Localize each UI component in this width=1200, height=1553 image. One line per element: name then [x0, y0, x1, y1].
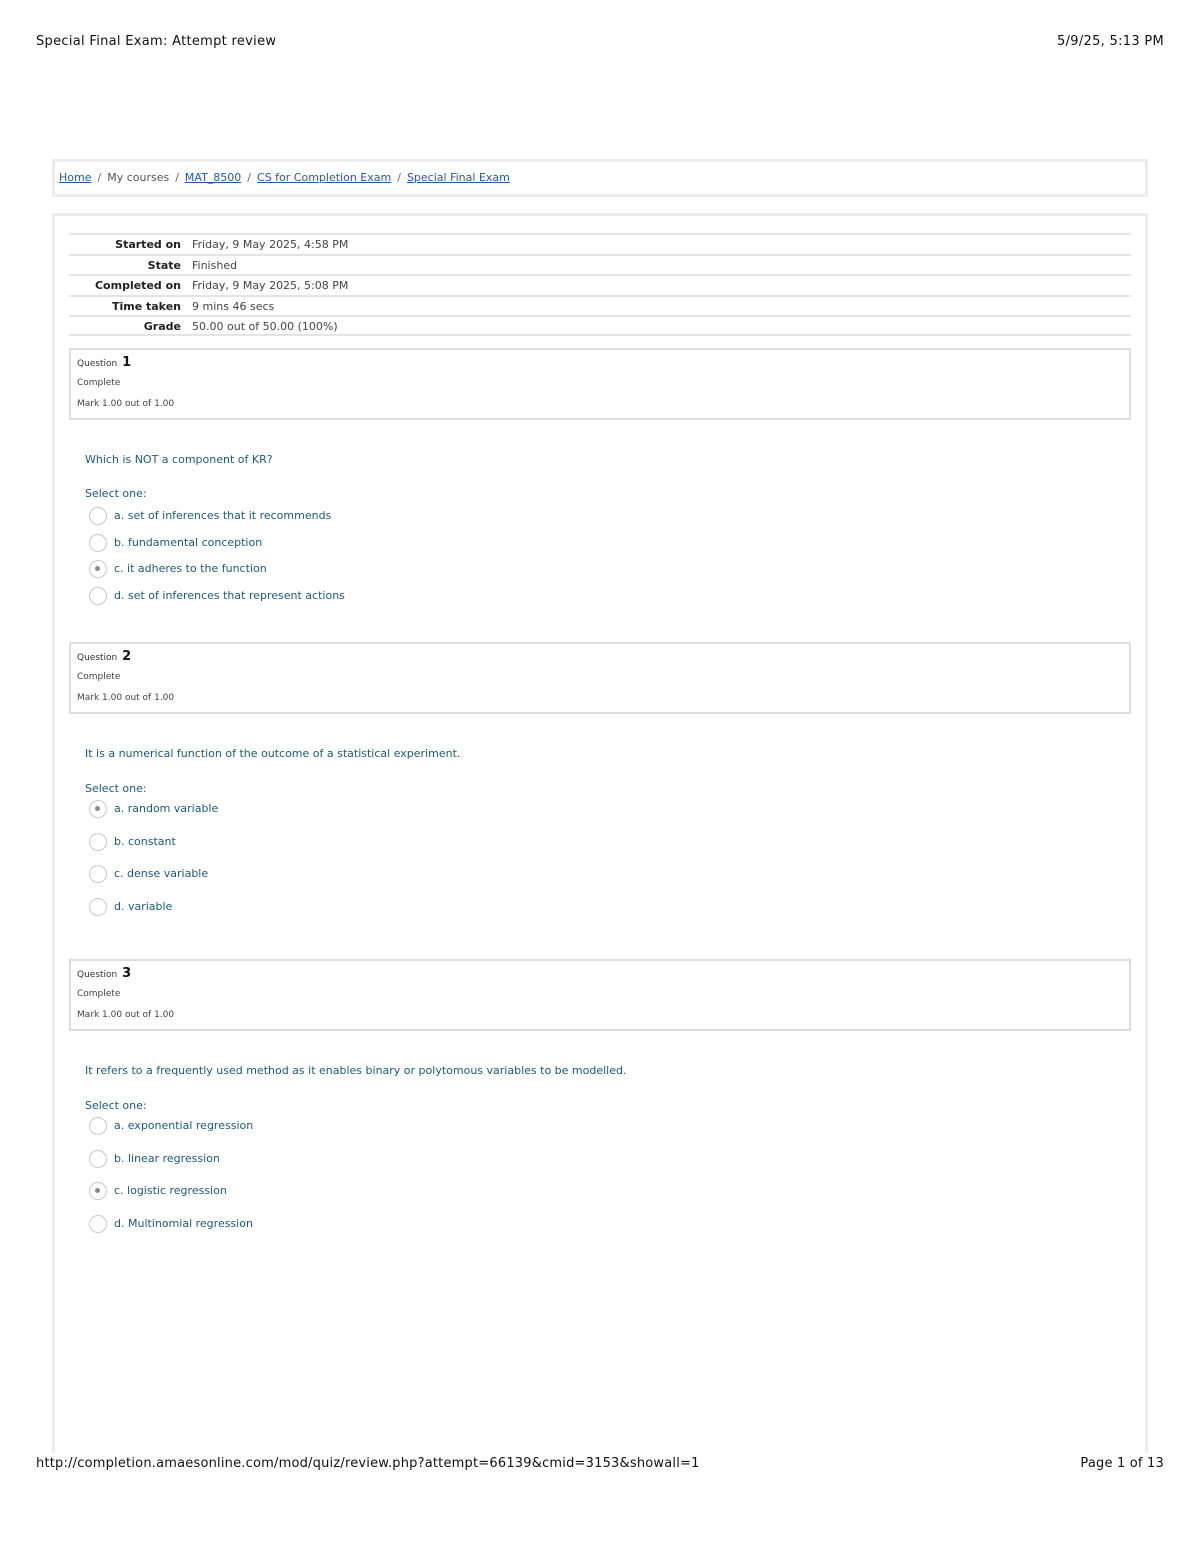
question-text: It refers to a frequently used method as it enables binary or polytomous variables to be modelled.	[85, 1064, 627, 1077]
answer-option-label: c. logistic regression	[114, 1184, 227, 1197]
summary-row-time-taken	[69, 295, 1131, 316]
breadcrumb-separator: /	[247, 171, 252, 184]
radio-button[interactable]	[89, 1215, 107, 1233]
summary-label: Started on	[115, 238, 181, 251]
question-info-box	[69, 959, 1131, 1031]
answer-option-label: b. fundamental conception	[114, 536, 263, 549]
select-one-label: Select one:	[85, 1099, 147, 1112]
breadcrumb-separator: /	[97, 171, 102, 184]
radio-button[interactable]	[89, 534, 107, 552]
answer-option-label: c. dense variable	[114, 867, 209, 880]
radio-button[interactable]	[89, 507, 107, 525]
question-marks: Mark 1.00 out of 1.00	[77, 1010, 175, 1020]
breadcrumb-home-link[interactable]: Home	[59, 171, 92, 184]
print-header	[36, 34, 1164, 52]
print-datetime: 5/9/25, 5:13 PM	[1057, 34, 1164, 49]
summary-label: Grade	[143, 320, 181, 333]
radio-button-selected[interactable]	[89, 560, 107, 578]
question-marks: Mark 1.00 out of 1.00	[77, 693, 175, 703]
radio-button[interactable]	[89, 1117, 107, 1135]
summary-label: Completed on	[94, 279, 181, 292]
question-text: Which is NOT a component of KR?	[85, 453, 273, 466]
radio-button[interactable]	[89, 865, 107, 883]
answer-option-label: b. linear regression	[114, 1152, 220, 1165]
question-text: It is a numerical function of the outcome of a statistical experiment.	[85, 747, 461, 760]
answer-option-label: a. random variable	[114, 802, 219, 815]
select-one-label: Select one:	[85, 782, 147, 795]
print-footer	[36, 1456, 1164, 1474]
answer-option-label: a. set of inferences that it recommends	[114, 509, 332, 522]
print-url: http://completion.amaesonline.com/mod/quiz/review.php?attempt=66139&cmid=3153&showall=1	[36, 1456, 700, 1471]
question-status: Complete	[77, 989, 121, 999]
answer-option-label: d. Multinomial regression	[114, 1217, 253, 1230]
breadcrumb-quiz-link[interactable]: Special Final Exam	[406, 171, 510, 184]
radio-button-selected[interactable]	[89, 1182, 107, 1200]
question-info-box	[69, 642, 1131, 714]
breadcrumb-section-link[interactable]: CS for Completion Exam	[257, 171, 392, 184]
attempt-summary-table	[69, 233, 1131, 336]
answer-option-label: b. constant	[114, 835, 176, 848]
radio-button[interactable]	[89, 1150, 107, 1168]
radio-button-selected[interactable]	[89, 800, 107, 818]
summary-row-started-on	[69, 233, 1131, 254]
question-status: Complete	[77, 378, 121, 388]
print-page-number: Page 1 of 13	[1080, 1456, 1164, 1471]
question-status: Complete	[77, 672, 121, 682]
summary-label: State	[147, 258, 181, 272]
answer-option-label: d. set of inferences that represent actions	[114, 589, 345, 602]
radio-button[interactable]	[89, 587, 107, 605]
summary-row-state	[69, 254, 1131, 275]
summary-label: Time taken	[111, 299, 181, 313]
breadcrumb	[52, 159, 1148, 197]
answer-option-label: c. it adheres to the function	[114, 562, 267, 575]
breadcrumb-separator: /	[397, 171, 401, 184]
question-number: Question 3	[77, 966, 132, 981]
breadcrumb-course-link[interactable]: MAT_8500	[184, 171, 242, 184]
question-info-box	[69, 348, 1131, 420]
breadcrumb-separator: /	[175, 171, 179, 184]
summary-value: 9 mins 46 secs	[192, 299, 275, 313]
summary-value: Friday, 9 May 2025, 5:08 PM	[192, 279, 349, 292]
breadcrumb-my-courses: My courses	[107, 171, 170, 184]
radio-button[interactable]	[89, 833, 107, 851]
summary-row-grade	[69, 315, 1131, 336]
summary-value: Friday, 9 May 2025, 4:58 PM	[192, 238, 349, 251]
select-one-label: Select one:	[85, 487, 147, 500]
question-marks: Mark 1.00 out of 1.00	[77, 399, 175, 409]
print-page-title: Special Final Exam: Attempt review	[36, 34, 277, 49]
answer-option-label: a. exponential regression	[114, 1119, 254, 1132]
question-number: Question 1	[77, 355, 132, 370]
summary-row-completed-on	[69, 274, 1131, 295]
summary-value: 50.00 out of 50.00 (100%)	[192, 320, 338, 333]
radio-button[interactable]	[89, 898, 107, 916]
answer-option-label: d. variable	[114, 900, 173, 913]
question-number: Question 2	[77, 649, 132, 664]
summary-value: Finished	[192, 258, 238, 272]
